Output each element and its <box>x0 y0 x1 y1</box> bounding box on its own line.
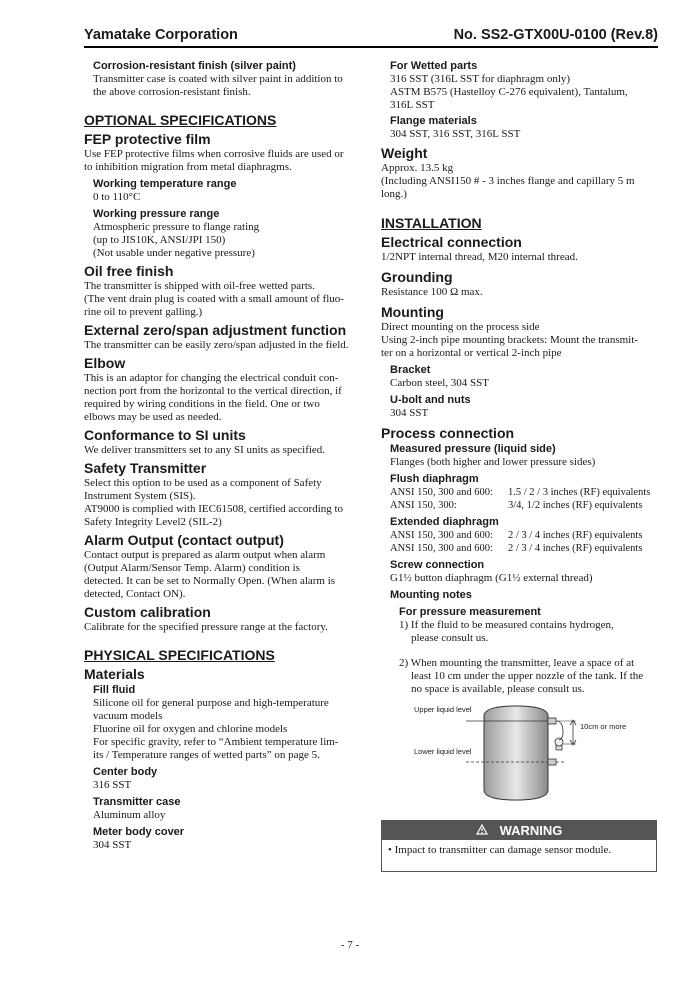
text-line: please consult us. <box>411 632 489 644</box>
text-line: We deliver transmitters set to any SI units as specified. <box>84 444 326 456</box>
flush-title: Flush diaphragm <box>390 473 479 485</box>
si-heading: Conformance to SI units <box>84 427 246 443</box>
text-line: AT9000 is complied with IEC61508, certified according to <box>84 503 344 515</box>
spec-row-label: ANSI 150, 300 and 600: <box>390 487 493 498</box>
spec-row-value: 1.5 / 2 / 3 inches (RF) equivalents <box>508 487 651 498</box>
text-line: Fluorine oil for oxygen and chlorine models <box>93 723 288 735</box>
tank-diagram <box>381 704 651 802</box>
text-line: For specific gravity, refer to “Ambient temperature lim- <box>93 736 339 748</box>
spec-row-label: ANSI 150, 300: <box>390 500 457 511</box>
text-line: Approx. 13.5 kg <box>381 162 454 174</box>
text-line: (up to JIS10K, ANSI/JPI 150) <box>93 234 226 246</box>
spec-row-value: 2 / 3 / 4 inches (RF) equivalents <box>508 543 643 554</box>
lower-level-label: Lower liquid level <box>414 747 472 756</box>
text-line: vacuum models <box>93 710 163 722</box>
warning-box <box>381 820 657 872</box>
text-line: ter on a horizontal or vertical 2-inch pipe <box>381 347 562 359</box>
corrosion-title: Corrosion-resistant finish (silver paint) <box>93 60 296 72</box>
temp-title: Working temperature range <box>93 178 237 190</box>
text-line: required by wiring conditions in the field. One or two <box>84 398 320 410</box>
text-line: Calibrate for the specified pressure range at the factory. <box>84 621 328 633</box>
process-connection-heading: Process connection <box>381 425 515 441</box>
materials-heading: Materials <box>84 666 145 682</box>
center-body-value: 316 SST <box>93 779 132 791</box>
spec-row-label: ANSI 150, 300 and 600: <box>390 543 493 554</box>
text-line: (The vent drain plug is coated with a small amount of fluo- <box>84 293 344 305</box>
text-line: 1) If the fluid to be measured contains hydrogen, <box>399 619 614 631</box>
left-column <box>84 59 364 852</box>
case-value: Aluminum alloy <box>93 809 166 821</box>
text-line: 316L SST <box>390 99 435 111</box>
warning-title: WARNING <box>499 823 563 838</box>
screw-value: G1½ button diaphragm (G1½ external thread) <box>390 572 593 584</box>
mounting-heading: Mounting <box>381 304 444 320</box>
text-line: (Including ANSI150 # - 3 inches flange and capillary 5 m <box>381 175 635 187</box>
safety-heading: Safety Transmitter <box>84 460 207 476</box>
text-line: 316 SST (316L SST for diaphragm only) <box>390 73 571 85</box>
text-line: 2) When mounting the transmitter, leave a space of at <box>399 657 635 669</box>
ubolt-value: 304 SST <box>390 407 429 419</box>
right-column <box>381 59 657 872</box>
weight-heading: Weight <box>381 145 428 161</box>
text-line: no space is available, please consult us. <box>411 683 585 695</box>
text-line: to inhibition migration from metal diaphragms. <box>84 161 292 173</box>
spec-row-value: 3/4, 1/2 inches (RF) equivalents <box>508 500 643 511</box>
warning-header <box>382 821 656 840</box>
text-line: least 10 cm under the upper nozzle of the tank. If the <box>411 670 644 682</box>
spec-row <box>390 529 657 542</box>
text-line: The transmitter is shipped with oil-free wetted parts. <box>84 280 315 292</box>
text-line: detected, Contact ON). <box>84 588 186 600</box>
text-line: Direct mounting on the process side <box>381 321 540 333</box>
alarm-heading: Alarm Output (contact output) <box>84 532 284 548</box>
text-line: rine oil to prevent galling.) <box>84 306 203 318</box>
pressure-title: Working pressure range <box>93 208 220 220</box>
zero-span-heading: External zero/span adjustment function <box>84 322 347 338</box>
text-line: The transmitter can be easily zero/span adjusted in the field. <box>84 339 349 351</box>
text-line: This is an adaptor for changing the electrical conduit con- <box>84 372 339 384</box>
warning-triangle-icon <box>476 821 488 840</box>
spec-row <box>390 542 657 555</box>
spec-row-value: 2 / 3 / 4 inches (RF) equivalents <box>508 530 643 541</box>
spec-row <box>390 499 657 512</box>
text-line: Transmitter case is coated with silver paint in addition to <box>93 73 343 85</box>
ubolt-title: U-bolt and nuts <box>390 394 471 406</box>
text-line: elbows may be used as needed. <box>84 411 222 423</box>
spec-row-label: ANSI 150, 300 and 600: <box>390 530 493 541</box>
text-line: Safety Integrity Level2 (SIL-2) <box>84 516 222 528</box>
for-pressure-title: For pressure measurement <box>399 606 541 618</box>
meter-cover-title: Meter body cover <box>93 826 185 838</box>
document-number: No. SS2-GTX00U-0100 (Rev.8) <box>453 27 658 43</box>
grounding-heading: Grounding <box>381 269 453 285</box>
oilfree-heading: Oil free finish <box>84 263 174 279</box>
text-line: its / Temperature ranges of wetted parts” on page 5. <box>93 749 320 761</box>
text-line: Select this option to be used as a component of Safety <box>84 477 322 489</box>
text-line: (Output Alarm/Sensor Temp. Alarm) condition is <box>84 562 300 574</box>
optional-specs-heading: OPTIONAL SPECIFICATIONS <box>84 112 277 128</box>
fep-heading: FEP protective film <box>84 131 211 147</box>
text-line: Instrument System (SIS). <box>84 490 196 502</box>
installation-heading: INSTALLATION <box>381 215 482 231</box>
fill-title: Fill fluid <box>93 684 136 696</box>
text-line: Resistance 100 Ω max. <box>381 286 483 298</box>
screw-title: Screw connection <box>390 559 485 571</box>
bracket-title: Bracket <box>390 364 431 376</box>
text-line: 1/2NPT internal thread, M20 internal thread. <box>381 251 578 263</box>
measured-value: Flanges (both higher and lower pressure sides) <box>390 456 596 468</box>
page-header <box>84 26 658 48</box>
flange-value: 304 SST, 316 SST, 316L SST <box>390 128 521 140</box>
electrical-heading: Electrical connection <box>381 234 522 250</box>
extended-title: Extended diaphragm <box>390 516 499 528</box>
physical-specs-heading: PHYSICAL SPECIFICATIONS <box>84 647 275 663</box>
text-line: long.) <box>381 188 407 200</box>
text-line: the above corrosion-resistant finish. <box>93 86 251 98</box>
case-title: Transmitter case <box>93 796 181 808</box>
bracket-value: Carbon steel, 304 SST <box>390 377 489 389</box>
mounting-notes-title: Mounting notes <box>390 589 472 601</box>
text-line: Atmospheric pressure to flange rating <box>93 221 260 233</box>
temp-value: 0 to 110°C <box>93 191 141 203</box>
upper-level-label: Upper liquid level <box>414 705 472 714</box>
text-line: Using 2-inch pipe mounting brackets: Mount the transmit- <box>381 334 638 346</box>
warning-text: • Impact to transmitter can damage sensor module. <box>388 844 612 856</box>
custom-cal-heading: Custom calibration <box>84 604 211 620</box>
elbow-heading: Elbow <box>84 355 126 371</box>
text-line: nection port from the horizontal to the vertical direction, if <box>84 385 342 397</box>
spec-row <box>390 486 657 499</box>
text-line: detected. It can be set to Normally Open. (When alarm is <box>84 575 336 587</box>
company-name: Yamatake Corporation <box>84 27 238 43</box>
measured-title: Measured pressure (liquid side) <box>390 443 556 455</box>
page-number: - 7 - <box>340 939 360 951</box>
text-line: Silicone oil for general purpose and high-temperature <box>93 697 329 709</box>
gap-label: 10cm or more <box>580 722 627 731</box>
text-line: Use FEP protective films when corrosive fluids are used or <box>84 148 344 160</box>
text-line: (Not usable under negative pressure) <box>93 247 255 259</box>
center-body-title: Center body <box>93 766 158 778</box>
text-line: Contact output is prepared as alarm output when alarm <box>84 549 326 561</box>
wetted-title: For Wetted parts <box>390 60 478 72</box>
flange-title: Flange materials <box>390 115 477 127</box>
text-line: ASTM B575 (Hastelloy C-276 equivalent), Tantalum, <box>390 86 628 98</box>
meter-cover-value: 304 SST <box>93 839 132 851</box>
